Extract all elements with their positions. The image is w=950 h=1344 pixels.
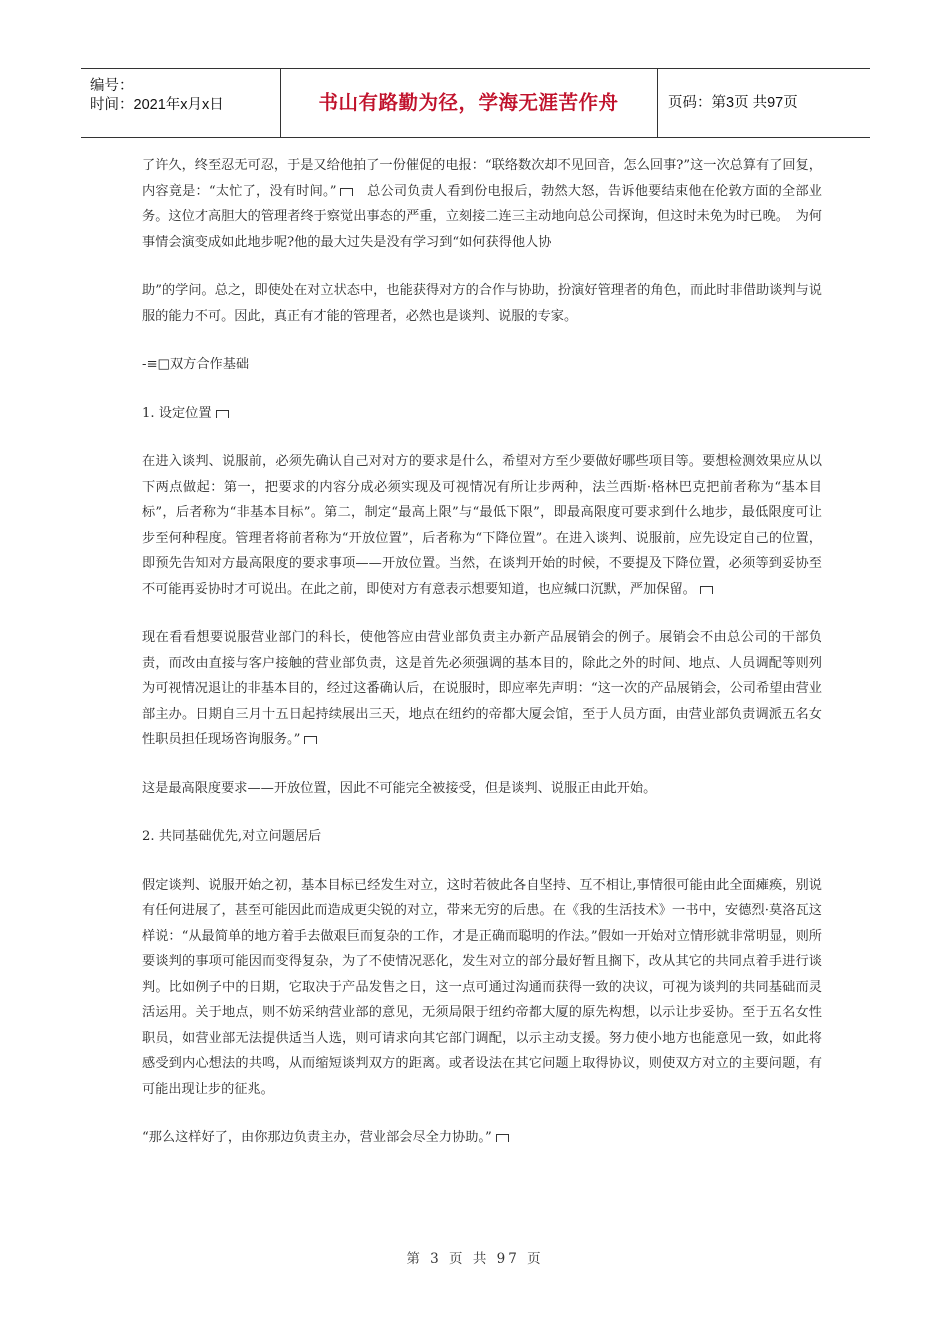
paragraph: 在进入谈判、说服前，必须先确认自己对对方的要求是什么，希望对方至少要做好哪些项目等。要想检测效果应从以下两点做起：第一，把要求的内容分成必须实现及可视情况有所让步两种，法兰西斯·格林巴克把前者称为“基本目标”，后者称为“非基本目标”。第二，制定“最高上限”与“最低下限”，即最高限度可要求到什么地步，最低限度可让步至何种程度。管理者将前者称为“开放位置”，后者称为“下降位置”。在进入谈判、说服前，应先设定自己的位置，即预先告知对方最高限度的要求事项——开放位置。当然，在谈判开始的时候，不要提及下降位置，必须等到妥协至不可能再妥协时才可说出。在此之前，即使对方有意表示想要知道，也应缄口沉默，严加保留。 <box>142 454 822 597</box>
return-mark-icon <box>340 188 353 196</box>
return-mark-icon <box>496 1134 509 1142</box>
paragraph: 这是最高限度要求——开放位置，因此不可能完全被接受，但是谈判、说服正由此开始。 <box>142 780 657 796</box>
section-heading: -≡□双方合作基础 <box>142 357 250 372</box>
page-header <box>81 68 870 138</box>
header-meta-cell <box>81 69 281 137</box>
header-page-info: 页码：第3页 共97页 <box>668 95 798 111</box>
return-mark-icon <box>304 736 317 744</box>
paragraph: 假定谈判、说服开始之初，基本目标已经发生对立，这时若彼此各自坚持、互不相让,事情很可能由此全面瘫痪，别说有任何进展了，甚至可能因此而造成更尖锐的对立，带来无穷的后患。在《我的生活技术》一书中，安德烈·莫洛瓦这样说：“从最简单的地方着手去做艰巨而复杂的工作，才是正确而聪明的作法。”假如一开始对立情形就非常明显，则所要谈判的事项可能因而变得复杂，为了不使情况恶化，发生对立的部分最好暂且搁下，改从其它的共同点着手进行谈判。比如例子中的日期，它取决于产品发售之日，这一点可通过沟通而获得一致的决议，可视为谈判的共同基础而灵活运用。关于地点，则不妨采纳营业部的意见，无须局限于纽约帝都大厦的原先构想，以示让步妥协。至于五名女性职员，如营业部无法提供适当人选，则可请求向其它部门调配，以示主动支援。努力使小地方也能意见一致，如此将感受到内心想法的共鸣，从而缩短谈判双方的距离。或者设法在其它问题上取得协议，则使双方对立的主要问题，有可能出现让步的征兆。 <box>142 877 822 1097</box>
time-label: 时间：2021年x月x日 <box>90 97 224 113</box>
paragraph: “那么这样好了，由你那边负责主办，营业部会尽全力协助。” <box>142 1125 822 1151</box>
return-mark-icon <box>700 586 713 594</box>
subsection-heading: 2. 共同基础优先,对立问题居后 <box>142 829 322 844</box>
return-mark-icon <box>216 410 229 418</box>
page-footer: 第 3 页 共 97 页 <box>406 1251 544 1267</box>
header-motto: 书山有路勤为径，学海无涯苦作舟 <box>280 69 658 137</box>
number-label: 编号： <box>90 78 134 94</box>
document-body <box>142 153 822 1151</box>
paragraph: 了许久，终至忍无可忍，于是又给他拍了一份催促的电报：“联络数次却不见回音，怎么回事?”这一次总算有了回复，内容竟是：“太忙了，没有时间。” 总公司负责人看到份电报后，勃然大怒，告诉他要结束他在伦敦方面的全部业务。这位才高胆大的管理者终于察觉出事态的严重，立刻接二连三主动地向总公司探询，但这时未免为时已晚。 为何事情会演变成如此地步呢?他的最大过失是没有学习到“如何获得他人协 <box>142 158 822 250</box>
paragraph: 助”的学问。总之，即使处在对立状态中，也能获得对方的合作与协助，扮演好管理者的角色，而此时非借助谈判与说服的能力不可。因此，真正有才能的管理者，必然也是谈判、说服的专家。 <box>142 283 822 324</box>
paragraph: 现在看看想要说服营业部门的科长，使他答应由营业部负责主办新产品展销会的例子。展销会不由总公司的干部负责，而改由直接与客户接触的营业部负责，这是首先必须强调的基本目的，除此之外的时间、地点、人员调配等则列为可视情况退让的非基本目的，经过这番确认后，在说服时，即应率先声明：“这一次的产品展销会，公司希望由营业部主办。日期自三月十五日起持续展出三天，地点在纽约的帝都大厦会馆，至于人员方面，由营业部负责调派五名女性职员担任现场咨询服务。” <box>142 630 822 747</box>
subsection-heading: 1. 设定位置 <box>142 401 822 427</box>
